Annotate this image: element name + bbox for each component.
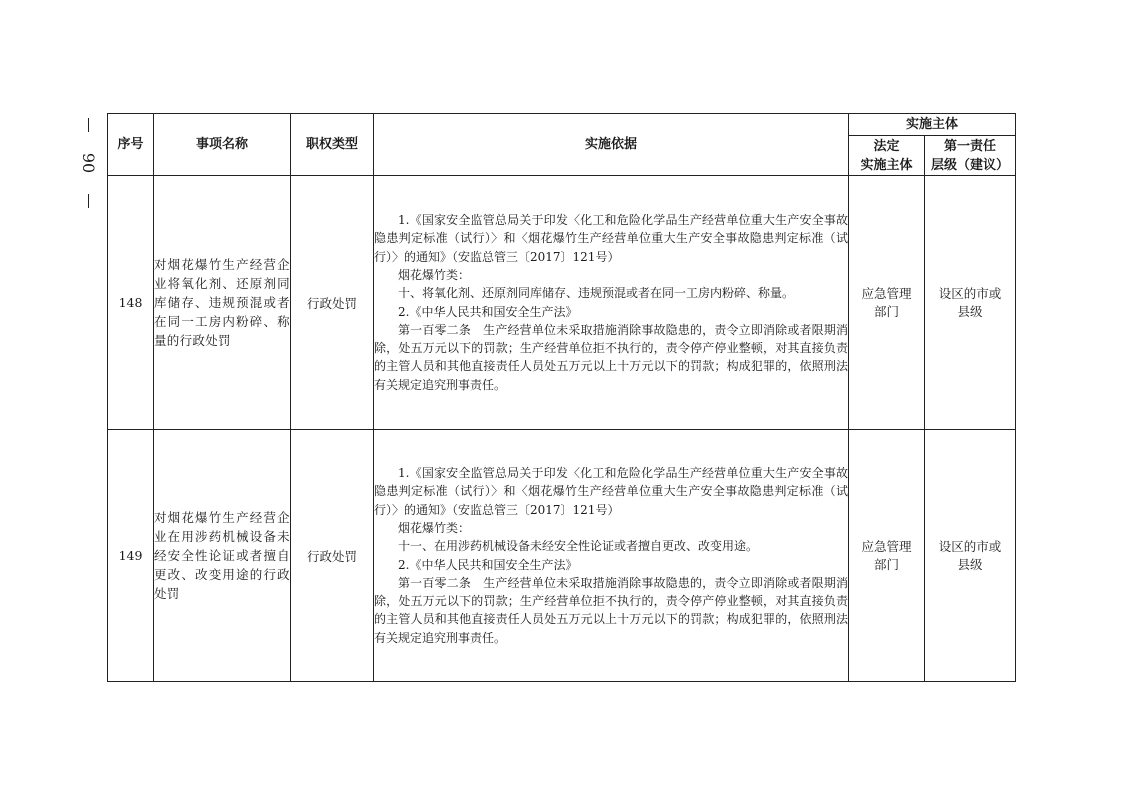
row-first-level bbox=[925, 430, 1016, 682]
header-basis: 实施依据 bbox=[374, 114, 849, 176]
header-legal-subject-line2: 实施主体 bbox=[860, 157, 913, 173]
header-name: 事项名称 bbox=[154, 114, 291, 176]
header-legal-subject bbox=[849, 136, 925, 176]
basis-paragraph: 十一、在用涉药机械设备未经安全性论证或者擅自更改、改变用途。 bbox=[398, 539, 759, 554]
header-subject: 实施主体 bbox=[849, 114, 1016, 136]
header-first-level-line1: 第一责任 bbox=[944, 138, 997, 154]
row-legal-subject-line2: 部门 bbox=[873, 556, 899, 572]
page-number-dash-bottom bbox=[88, 194, 89, 208]
row-seq: 149 bbox=[108, 430, 154, 682]
table-row bbox=[108, 176, 1016, 430]
row-name: 对烟花爆竹生产经营企业将氧化剂、还原剂同库储存、违规预混或者在同一工房内粉碎、称量的行政处罚 bbox=[154, 176, 291, 430]
authority-table bbox=[107, 113, 1016, 682]
page-number-text: 90 bbox=[78, 152, 98, 174]
table-row bbox=[108, 430, 1016, 682]
header-type: 职权类型 bbox=[291, 114, 374, 176]
row-type: 行政处罚 bbox=[291, 430, 374, 682]
basis-paragraph: 1.《国家安全监管总局关于印发〈化工和危险化学品生产经营单位重大生产安全事故隐患判定标准（试行）〉和〈烟花爆竹生产经营单位重大生产安全事故隐患判定标准（试行）〉的通知》（安监总管三〔2017〕121号） bbox=[374, 466, 848, 517]
header-seq: 序号 bbox=[108, 114, 154, 176]
table-header bbox=[108, 114, 1016, 176]
basis-paragraph: 十、将氧化剂、还原剂同库储存、违规预混或者在同一工房内粉碎、称量。 bbox=[398, 286, 795, 301]
basis-paragraph: 2.《中华人民共和国安全生产法》 bbox=[398, 304, 578, 319]
page-number bbox=[70, 118, 106, 208]
row-first-level-line2: 县级 bbox=[957, 556, 983, 572]
row-legal-subject-line2: 部门 bbox=[873, 303, 899, 319]
header-legal-subject-line1: 法定 bbox=[873, 138, 900, 154]
header-first-level bbox=[925, 136, 1016, 176]
basis-paragraph: 烟花爆竹类： bbox=[398, 520, 471, 535]
row-legal-subject bbox=[849, 430, 925, 682]
basis-paragraph: 2.《中华人民共和国安全生产法》 bbox=[398, 557, 578, 572]
header-first-level-line2: 层级（建议） bbox=[931, 157, 1010, 173]
row-legal-subject bbox=[849, 176, 925, 430]
row-type: 行政处罚 bbox=[291, 176, 374, 430]
row-seq: 148 bbox=[108, 176, 154, 430]
row-legal-subject-line1: 应急管理 bbox=[861, 285, 912, 301]
page-number-dash-top bbox=[88, 118, 89, 132]
basis-paragraph: 烟花爆竹类： bbox=[398, 267, 471, 282]
row-name: 对烟花爆竹生产经营企业在用涉药机械设备未经安全性论证或者擅自更改、改变用途的行政处罚 bbox=[154, 430, 291, 682]
row-basis bbox=[374, 176, 849, 430]
row-first-level-line1: 设区的市或 bbox=[938, 285, 1002, 301]
row-first-level-line2: 县级 bbox=[957, 303, 983, 319]
basis-paragraph: 1.《国家安全监管总局关于印发〈化工和危险化学品生产经营单位重大生产安全事故隐患判定标准（试行）〉和〈烟花爆竹生产经营单位重大生产安全事故隐患判定标准（试行）〉的通知》（安监总管三〔2017〕121号） bbox=[374, 213, 848, 264]
basis-paragraph: 第一百零二条 生产经营单位未采取措施消除事故隐患的，责令立即消除或者限期消除，处五万元以下的罚款；生产经营单位拒不执行的，责令停产停业整顿，对其直接负责的主管人员和其他直接责任人员处五万元以上十万元以下的罚款；构成犯罪的，依照刑法有关规定追究刑事责任。 bbox=[374, 575, 848, 645]
basis-paragraph: 第一百零二条 生产经营单位未采取措施消除事故隐患的，责令立即消除或者限期消除，处五万元以下的罚款；生产经营单位拒不执行的，责令停产停业整顿，对其直接负责的主管人员和其他直接责任人员处五万元以上十万元以下的罚款；构成犯罪的，依照刑法有关规定追究刑事责任。 bbox=[374, 322, 848, 392]
row-basis bbox=[374, 430, 849, 682]
row-first-level bbox=[925, 176, 1016, 430]
row-legal-subject-line1: 应急管理 bbox=[861, 538, 912, 554]
row-first-level-line1: 设区的市或 bbox=[938, 538, 1002, 554]
